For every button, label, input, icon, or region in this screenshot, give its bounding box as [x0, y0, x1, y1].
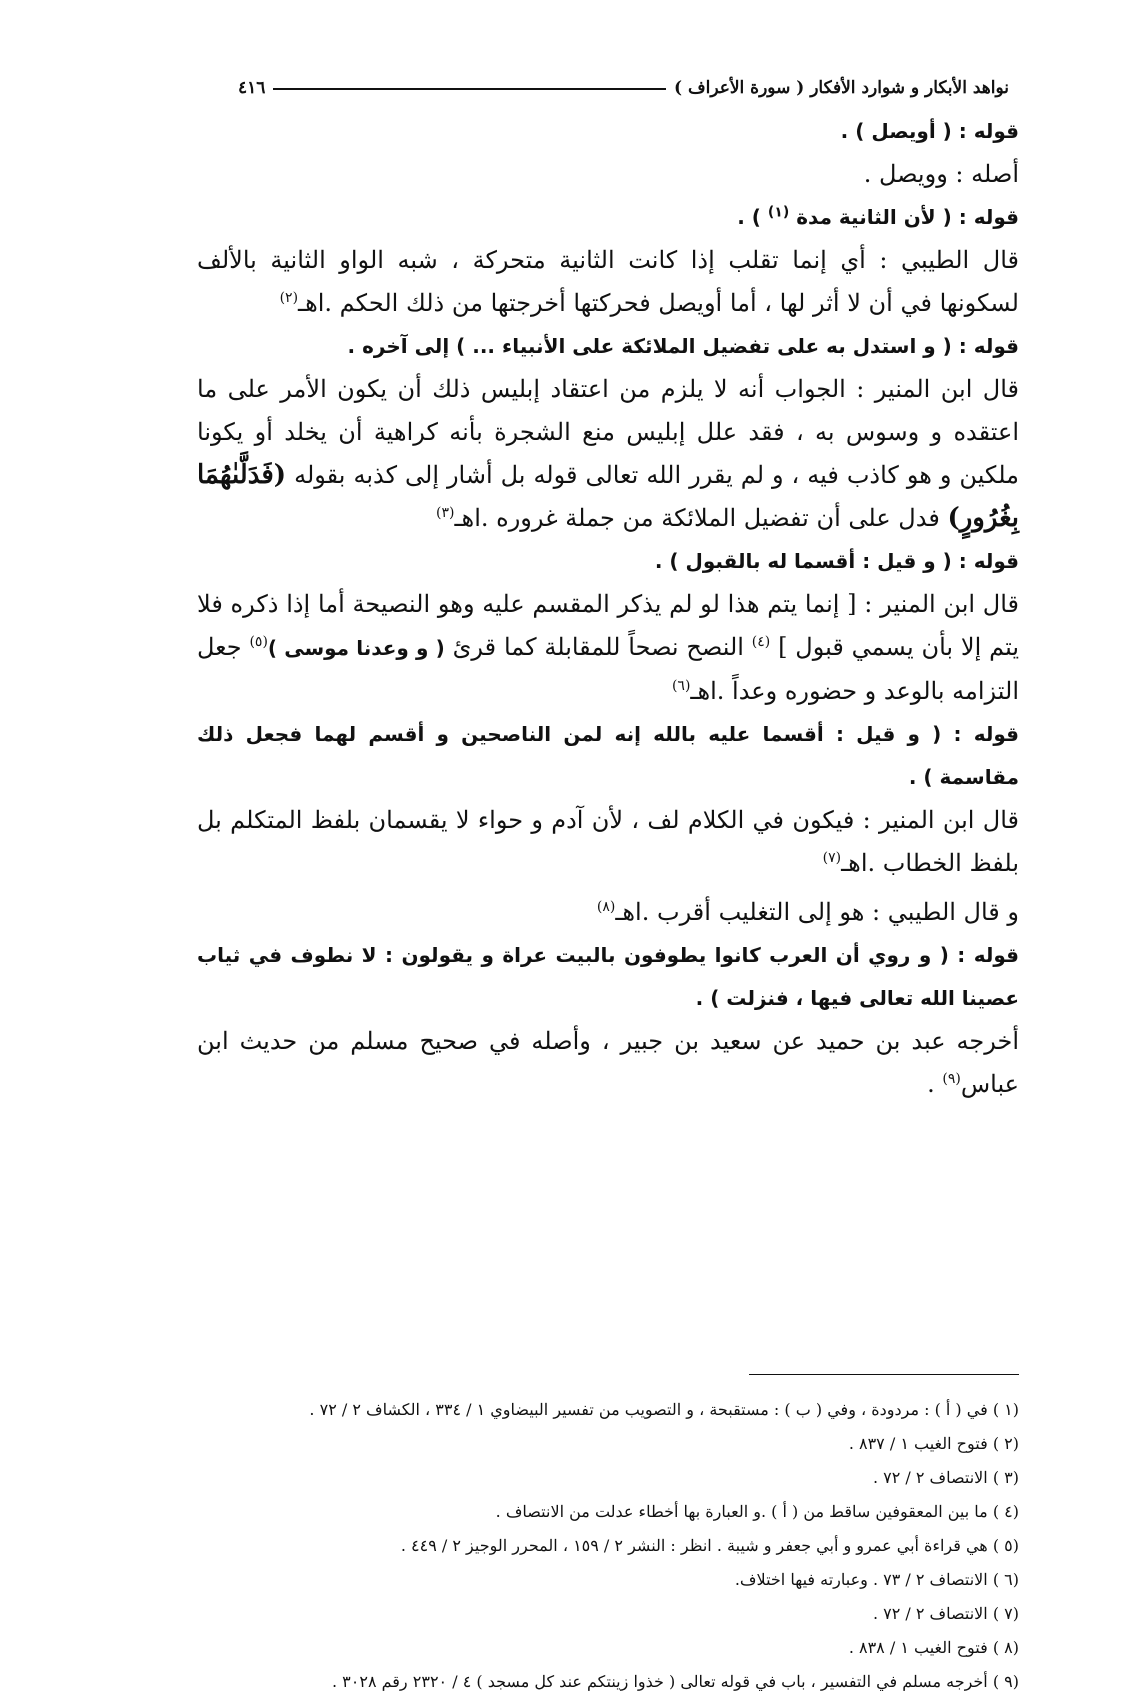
footnote: (٧ ) الانتصاف ٢ / ٧٢ .	[872, 1604, 1019, 1623]
footnote-ref: (٦)	[671, 678, 691, 694]
running-header	[238, 68, 1009, 98]
paragraph: و قال الطيبي : هو إلى التغليب أقرب .اهـ$^{(٨)}$	[596, 898, 1019, 926]
footnote-ref: (٤)	[751, 634, 771, 650]
footnote-ref: (٧)	[822, 850, 842, 866]
footnote-ref: (٩)	[942, 1071, 961, 1087]
footnote-ref: (٨)	[596, 899, 616, 915]
main-text	[197, 110, 1019, 1106]
footnote-ref: (١)	[767, 204, 790, 221]
footnote: (٥ ) هي قراءة أبي عمرو و أبي جعفر و شيبة . انظر : النشر ٢ / ١٥٩ ، المحرر الوجيز ٢ / ٤٤٩ .	[400, 1536, 1019, 1555]
paragraph: قال ابن المنير : [ إنما يتم هذا لو لم يذكر المقسم عليه وهو النصيحة أما إذا ذكره فلا يتم إلا بأن يسمي قبول ] $^{(٤)}$ النصح نصحاً للمقابلة كما قرئ ( و وعدنا موسى )$^{(٥)}$ جعل التزامه بالوعد و حضوره وعداً .اهـ$^{(٦)}$	[197, 590, 1020, 705]
footnote-ref: (٥)	[249, 634, 268, 650]
quran-quote: (فَدَلَّىٰهُمَا بِغُرُورٍ)	[197, 460, 1019, 533]
lemma-heading: قوله : ( أويصل ) .	[840, 119, 1019, 143]
lemma-heading: قوله : ( و استدل به على تفضيل الملائكة على الأنبياء ... ) إلى آخره .	[347, 334, 1019, 358]
footnote: (٣ ) الانتصاف ٢ / ٧٢ .	[872, 1468, 1019, 1487]
header-rule	[273, 88, 666, 90]
paragraph: أصله : وويصل .	[863, 160, 1019, 188]
lemma-heading: قوله : ( و قيل : أقسما له بالقبول ) .	[654, 549, 1019, 573]
footnote: (٢ ) فتوح الغيب ١ / ٨٣٧ .	[848, 1434, 1019, 1453]
paragraph: قال ابن المنير : الجواب أنه لا يلزم من اعتقاد إبليس ذلك أن يكون الأمر على ما اعتقده و وسوس به ، فقد علل إبليس منع الشجرة بأنه كراهية أن يخلد أو يكونا ملكين و هو كاذب فيه ، و لم يقرر الله تعالى قوله بل أشار إلى كذبه بقوله (فَدَلَّىٰهُمَا بِغُرُورٍ) فدل على أن تفضيل الملائكة من جملة غروره .اهـ$^{(٣)}$	[197, 375, 1019, 533]
footnote: (٩ ) أخرجه مسلم في التفسير ، باب في قوله تعالى ( خذوا زينتكم عند كل مسجد ) ٤ / ٢٣٢٠ رقم ٣٠٢٨ .	[332, 1672, 1019, 1691]
footnote: (١ ) في ( أ ) : مردودة ، وفي ( ب ) : مستقبحة ، و التصويب من تفسير البيضاوي ١ / ٣٣٤ ، الكشاف ٢ / ٧٢ .	[309, 1400, 1019, 1419]
footnotes	[197, 1393, 1019, 1699]
lemma-heading: قوله : ( و روي أن العرب كانوا يطوفون بالبيت عراة و يقولون : لا نطوف في ثياب عصينا الله تعالى فيها ، فنزلت ) .	[197, 943, 1019, 1010]
lemma-heading: قوله : ( و قيل : أقسما عليه بالله إنه لمن الناصحين و أقسم لهما فجعل ذلك مقاسمة ) .	[197, 722, 1019, 789]
footnote-ref: (٣)	[436, 505, 455, 521]
lemma-heading: قوله : ( لأن الثانية مدة $^{(١)}$ ) .	[737, 204, 1019, 229]
footnote: (٤ ) ما بين المعقوفين ساقط من ( أ ) .و العبارة بها أخطاء عدلت من الانتصاف .	[495, 1502, 1019, 1521]
footnote-separator	[749, 1374, 1019, 1375]
page-number: ٤١٦	[238, 78, 266, 98]
paragraph: قال الطيبي : أي إنما تقلب إذا كانت الثانية متحركة ، شبه الواو الثانية بالألف لسكونها في أن لا أثر لها ، أما أويصل فحركتها أخرجتها من ذلك الحكم .اهـ$^{(٢)}$	[197, 246, 1019, 317]
paragraph: أخرجه عبد بن حميد عن سعيد بن جبير ، وأصله في صحيح مسلم من حديث ابن عباس$^{(٩)}$ .	[197, 1027, 1019, 1098]
footnote: (٦ ) الانتصاف ٢ / ٧٣ . وعبارته فيها اختلاف.	[734, 1570, 1019, 1589]
footnote-ref: (٢)	[279, 290, 299, 306]
paragraph: قال ابن المنير : فيكون في الكلام لف ، لأن آدم و حواء لا يقسمان بلفظ المتكلم بل بلفظ الخطاب .اهـ$^{(٧)}$	[197, 806, 1019, 877]
header-title: نواهد الأبكار و شوارد الأفكار ( سورة الأعراف )	[674, 78, 1009, 98]
footnote: (٨ ) فتوح الغيب ١ / ٨٣٨ .	[848, 1638, 1019, 1657]
quran-quote: ( و وعدنا موسى )	[267, 636, 445, 660]
